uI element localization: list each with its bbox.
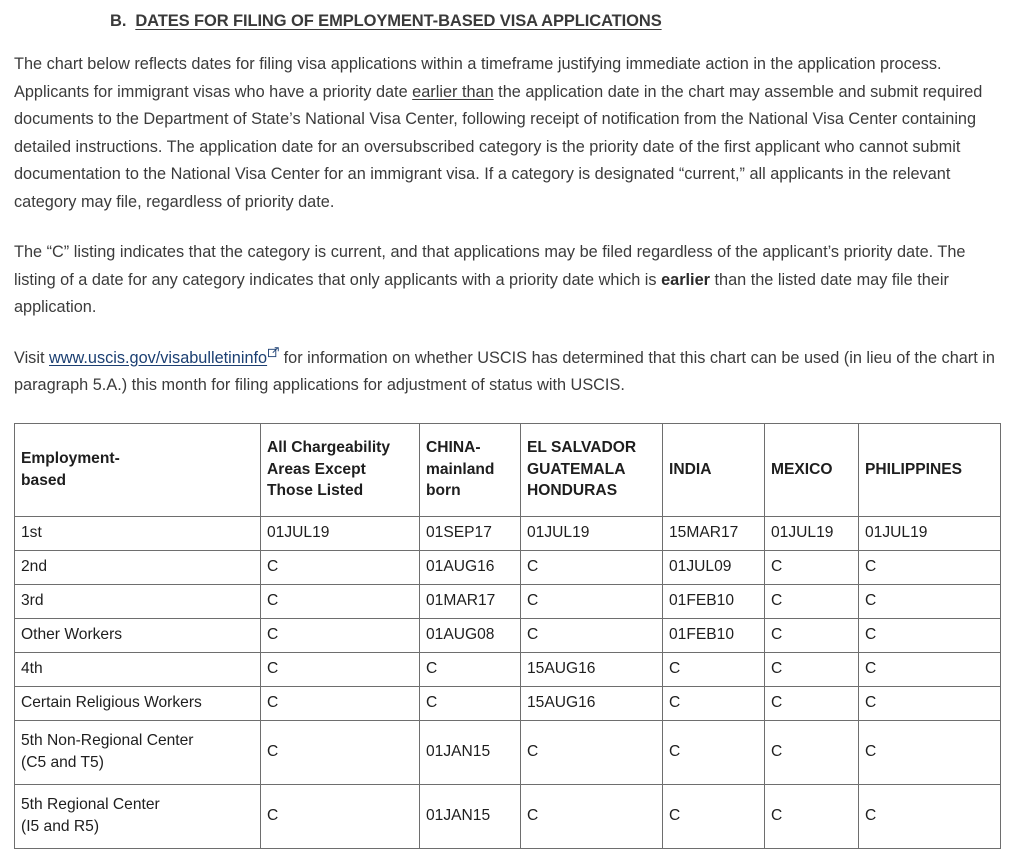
paragraph-c-listing	[14, 239, 999, 322]
category-cell	[15, 516, 261, 550]
date-cell: C	[261, 686, 420, 720]
table-column-header-6	[859, 423, 1001, 516]
table-column-header-2	[420, 423, 521, 516]
category-line: 5th Non-Regional Center	[21, 732, 194, 749]
date-cell: 01AUG16	[420, 550, 521, 584]
paragraph-1-part-1: The chart below reflects dates for filing visa applications within a timeframe justifying immediate action in the application process. Applicants for immigrant visas who have a priority date	[14, 55, 942, 101]
section-title-text: DATES FOR FILING OF EMPLOYMENT-BASED VISA APPLICATIONS	[135, 12, 662, 30]
category-cell	[15, 652, 261, 686]
page-title	[0, 0, 1013, 31]
column-header-line: Those Listed	[267, 482, 364, 500]
date-cell: C	[663, 652, 765, 686]
date-cell: C	[765, 584, 859, 618]
date-cell: 01JUL19	[765, 516, 859, 550]
table-header	[15, 423, 1001, 516]
category-cell	[15, 784, 261, 848]
paragraph-uscis-visit	[14, 345, 999, 400]
date-cell: C	[261, 784, 420, 848]
body-copy	[0, 51, 1013, 400]
date-cell: C	[859, 652, 1001, 686]
paragraph-2-part-2: than the listed date may file their application.	[14, 270, 949, 316]
paragraph-1-emphasis: earlier than	[412, 82, 494, 101]
date-cell: C	[261, 720, 420, 784]
date-cell: 15AUG16	[521, 652, 663, 686]
category-line: 3rd	[21, 591, 44, 609]
paragraph-filing-dates	[14, 51, 999, 216]
date-cell: C	[859, 550, 1001, 584]
table-header-row	[15, 423, 1001, 516]
category-line: 5th Regional Center	[21, 796, 160, 813]
category-line: 1st	[21, 523, 42, 541]
date-cell: C	[261, 584, 420, 618]
paragraph-3-suffix: for information on whether USCIS has determined that this chart can be used (in lieu of the chart in paragraph 5.A.) this month for filing applications for adjustment of status with USCIS.	[14, 348, 995, 394]
paragraph-1-part-2: the application date in the chart may assemble and submit required documents to the Department of State’s National Visa Center, following receipt of notification from the National Visa Center containing detailed instructions. The application date for an oversubscribed category is the priority date of the first applicant who cannot submit documentation to the National Visa Center for an immigrant visa. If a category is designated “current,” all applicants in the relevant category may file, regardless of priority date.	[14, 82, 983, 211]
date-cell: C	[420, 652, 521, 686]
date-cell: C	[521, 584, 663, 618]
table-row	[15, 618, 1001, 652]
table-body	[15, 516, 1001, 848]
paragraph-2-part-1: The “C” listing indicates that the category is current, and that applications may be filed regardless of the applicant’s priority date. The listing of a date for any category indicates that only applicants with a priority date which is	[14, 243, 966, 289]
category-cell	[15, 720, 261, 784]
category-line: Other Workers	[21, 625, 123, 643]
table-column-header-4	[663, 423, 765, 516]
date-cell: C	[663, 686, 765, 720]
date-cell: C	[765, 652, 859, 686]
date-cell: C	[765, 686, 859, 720]
paragraph-3-prefix: Visit	[14, 348, 49, 367]
date-cell: 01JUL19	[521, 516, 663, 550]
date-cell: 01FEB10	[663, 618, 765, 652]
category-cell	[15, 686, 261, 720]
category-line: 2nd	[21, 557, 48, 575]
table-row	[15, 784, 1001, 848]
category-cell	[15, 550, 261, 584]
column-header-line: HONDURAS	[527, 482, 618, 500]
date-cell: 01JAN15	[420, 784, 521, 848]
category-cell	[15, 584, 261, 618]
date-cell: 01JUL09	[663, 550, 765, 584]
date-cell: C	[765, 550, 859, 584]
date-cell: 01SEP17	[420, 516, 521, 550]
date-cell: 01JUL19	[261, 516, 420, 550]
table-row	[15, 652, 1001, 686]
date-cell: 15AUG16	[521, 686, 663, 720]
category-line: Certain Religious Workers	[21, 693, 202, 711]
column-header-line: INDIA	[669, 460, 712, 478]
table-column-header-3	[521, 423, 663, 516]
date-cell: 01JAN15	[420, 720, 521, 784]
employment-based-dates-table	[14, 423, 1001, 849]
table-row	[15, 584, 1001, 618]
date-cell: C	[859, 784, 1001, 848]
date-cell: C	[261, 618, 420, 652]
date-cell: C	[765, 618, 859, 652]
column-header-line: CHINA-	[426, 439, 481, 457]
column-header-line: PHILIPPINES	[865, 460, 963, 478]
table-column-header-1	[261, 423, 420, 516]
category-line: 4th	[21, 659, 43, 677]
column-header-line: MEXICO	[771, 460, 833, 478]
date-cell: C	[859, 686, 1001, 720]
column-header-line: EL SALVADOR	[527, 439, 637, 457]
date-cell: C	[663, 720, 765, 784]
date-cell: C	[521, 618, 663, 652]
date-cell: 15MAR17	[663, 516, 765, 550]
employment-based-table-container	[0, 423, 1013, 849]
table-row	[15, 550, 1001, 584]
table-row	[15, 516, 1001, 550]
category-cell	[15, 618, 261, 652]
date-cell: C	[261, 550, 420, 584]
table-column-header-0	[15, 423, 261, 516]
category-line: (I5 and R5)	[21, 817, 100, 835]
date-cell: C	[521, 720, 663, 784]
date-cell: 01JUL19	[859, 516, 1001, 550]
column-header-line: All Chargeability	[267, 439, 391, 457]
link-label: www.uscis.gov/visabulletininfo	[49, 348, 268, 367]
table-row	[15, 686, 1001, 720]
date-cell: 01FEB10	[663, 584, 765, 618]
date-cell: C	[765, 784, 859, 848]
date-cell: C	[521, 550, 663, 584]
uscis-visabulletininfo-link[interactable]	[49, 349, 267, 367]
column-header-line: GUATEMALA	[527, 460, 626, 478]
date-cell: C	[859, 720, 1001, 784]
date-cell: C	[663, 784, 765, 848]
date-cell: 01MAR17	[420, 584, 521, 618]
column-header-line: born	[426, 482, 461, 500]
date-cell: 01AUG08	[420, 618, 521, 652]
date-cell: C	[859, 618, 1001, 652]
table-row	[15, 720, 1001, 784]
column-header-line: Employment-	[21, 450, 120, 467]
section-letter: B.	[110, 12, 127, 30]
date-cell: C	[521, 784, 663, 848]
external-link-icon	[268, 347, 279, 358]
date-cell: C	[261, 652, 420, 686]
paragraph-2-emphasis: earlier	[661, 270, 710, 289]
column-header-line: mainland	[426, 460, 495, 478]
date-cell: C	[420, 686, 521, 720]
category-line: (C5 and T5)	[21, 753, 104, 771]
date-cell: C	[859, 584, 1001, 618]
column-header-line: based	[21, 471, 67, 489]
column-header-line: Areas Except	[267, 460, 366, 478]
date-cell: C	[765, 720, 859, 784]
table-column-header-5	[765, 423, 859, 516]
